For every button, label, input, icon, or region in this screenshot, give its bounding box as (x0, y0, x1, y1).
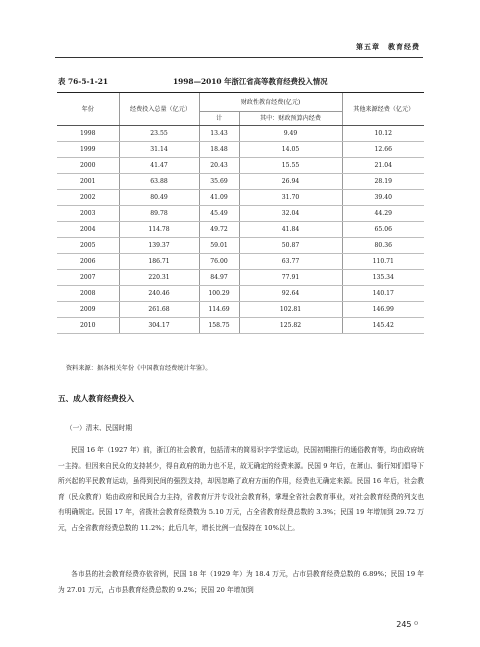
cell-other: 140.17 (342, 286, 424, 302)
table-row (57, 174, 424, 190)
cell-total: 186.71 (119, 254, 199, 270)
cell-year: 2009 (57, 302, 119, 318)
table-row (57, 158, 424, 174)
cell-total: 114.78 (119, 222, 199, 238)
cell-budget: 125.82 (239, 318, 342, 334)
cell-other: 21.04 (342, 158, 424, 174)
cell-year: 1998 (57, 126, 119, 142)
cell-total: 139.37 (119, 238, 199, 254)
cell-budget: 32.04 (239, 206, 342, 222)
table-row (57, 270, 424, 286)
cell-other: 10.12 (342, 126, 424, 142)
cell-fiscal: 100.29 (199, 286, 239, 302)
header-other-label: 其他来源经费（亿元） (353, 105, 415, 113)
cell-total: 220.31 (119, 270, 199, 286)
header-total (119, 93, 199, 126)
cell-other: 80.36 (342, 238, 424, 254)
cell-year: 2004 (57, 222, 119, 238)
cell-other: 110.71 (342, 254, 424, 270)
cell-fiscal: 49.72 (199, 222, 239, 238)
cell-fiscal: 45.49 (199, 206, 239, 222)
table-row (57, 254, 424, 270)
header-year: 年份 (57, 93, 119, 126)
cell-budget: 14.05 (239, 142, 342, 158)
cell-budget: 77.91 (239, 270, 342, 286)
header-other (342, 93, 424, 126)
cell-total: 23.55 (119, 126, 199, 142)
header-total-label: 经费投入总量（亿元） (130, 105, 191, 113)
funding-table (57, 92, 424, 334)
cell-other: 135.34 (342, 270, 424, 286)
cell-total: 304.17 (119, 318, 199, 334)
cell-year: 1999 (57, 142, 119, 158)
table-row (57, 318, 424, 334)
cell-total: 63.88 (119, 174, 199, 190)
paragraph-text: 民国 16 年（1927 年）前，浙江的社会教育，包括清末的简易识字学堂运动，民国初期推行的通俗教育等，均由政府统一主持。但因来自民众的支持甚少，得自政府的助力也不足，故无确定的经费来源。民国 9 年后，在萧山、衙行知们倡导下所兴起的平民教育运动，虽得到民间的强烈支持，却因忽略了政府方面的作用，经费也无确定来源。民国 16 年后，社会教育（民众教育）始由政府和民间合力主持，省教育厅并专设社会教育科，掌理全省社会教育事业，对社会教育经费的列支也有明确规定。民国 17 年，省拨社会教育经费数为 5.10 万元，占全省教育经费总数的 3.3%；民国 19 年增加到 29.72 万元，占全省教育经费总数的 11.2%；此后几年，增长比例一直保持在 10%以上。 (58, 446, 424, 532)
subsection-heading: （一）清末、民国时期 (66, 424, 132, 432)
paragraph-text: 各市县的社会教育经费亦依省例，民国 18 年（1929 年）为 18.4 万元，占市县教育经费总数的 6.89%；民国 19 年为 27.01 万元，占市县教育经费总数的 9.2%；民国 20 年增加到 (58, 570, 424, 594)
cell-fiscal: 59.01 (199, 238, 239, 254)
cell-year: 2010 (57, 318, 119, 334)
cell-fiscal: 84.97 (199, 270, 239, 286)
cell-year: 2002 (57, 190, 119, 206)
table-row (57, 238, 424, 254)
cell-fiscal: 20.43 (199, 158, 239, 174)
cell-total: 261.68 (119, 302, 199, 318)
cell-other: 145.42 (342, 318, 424, 334)
cell-budget: 50.87 (239, 238, 342, 254)
cell-other: 146.99 (342, 302, 424, 318)
cell-total: 89.78 (119, 206, 199, 222)
cell-other: 28.19 (342, 174, 424, 190)
source-note: 资料来源：据各相关年份《中国教育经费统计年鉴》。 (66, 365, 212, 372)
cell-total: 240.46 (119, 286, 199, 302)
cell-total: 41.47 (119, 158, 199, 174)
cell-budget: 9.49 (239, 126, 342, 142)
cell-total: 80.49 (119, 190, 199, 206)
cell-fiscal: 158.75 (199, 318, 239, 334)
page-number: 245 ⁽⁾ (396, 620, 418, 629)
section-heading: 五、成人教育经费投入 (58, 394, 134, 403)
table-row (57, 206, 424, 222)
header-fiscal-budget: 其中：财政预算内经费 (239, 112, 342, 126)
table-row (57, 286, 424, 302)
cell-budget: 31.70 (239, 190, 342, 206)
cell-year: 2005 (57, 238, 119, 254)
body-paragraph-1 (58, 443, 424, 537)
cell-year: 2000 (57, 158, 119, 174)
table-row (57, 222, 424, 238)
cell-other: 39.40 (342, 190, 424, 206)
table-row (57, 142, 424, 158)
cell-other: 12.66 (342, 142, 424, 158)
cell-year: 2003 (57, 206, 119, 222)
table-title: 1998—2010 年浙江省高等教育经费投入情况 (173, 77, 328, 86)
cell-total: 31.14 (119, 142, 199, 158)
cell-fiscal: 18.48 (199, 142, 239, 158)
cell-other: 65.06 (342, 222, 424, 238)
cell-fiscal: 35.69 (199, 174, 239, 190)
chapter-header: 第五章 教育经费 (356, 43, 420, 51)
cell-year: 2008 (57, 286, 119, 302)
header-rule (55, 57, 423, 58)
table-number: 表 76-5-1-21 (58, 77, 109, 86)
cell-other: 44.29 (342, 206, 424, 222)
body-paragraph-2 (58, 567, 424, 598)
header-fiscal-sum: 计 (199, 112, 239, 126)
table-row (57, 302, 424, 318)
header-fiscal: 财政性教育经费(亿元) (199, 93, 342, 112)
cell-year: 2001 (57, 174, 119, 190)
cell-budget: 41.84 (239, 222, 342, 238)
table-row (57, 190, 424, 206)
cell-year: 2007 (57, 270, 119, 286)
cell-budget: 63.77 (239, 254, 342, 270)
cell-budget: 102.81 (239, 302, 342, 318)
cell-budget: 92.64 (239, 286, 342, 302)
cell-budget: 26.94 (239, 174, 342, 190)
cell-fiscal: 114.69 (199, 302, 239, 318)
cell-fiscal: 41.09 (199, 190, 239, 206)
table-row (57, 126, 424, 142)
cell-year: 2006 (57, 254, 119, 270)
cell-budget: 15.55 (239, 158, 342, 174)
cell-fiscal: 76.00 (199, 254, 239, 270)
cell-fiscal: 13.43 (199, 126, 239, 142)
